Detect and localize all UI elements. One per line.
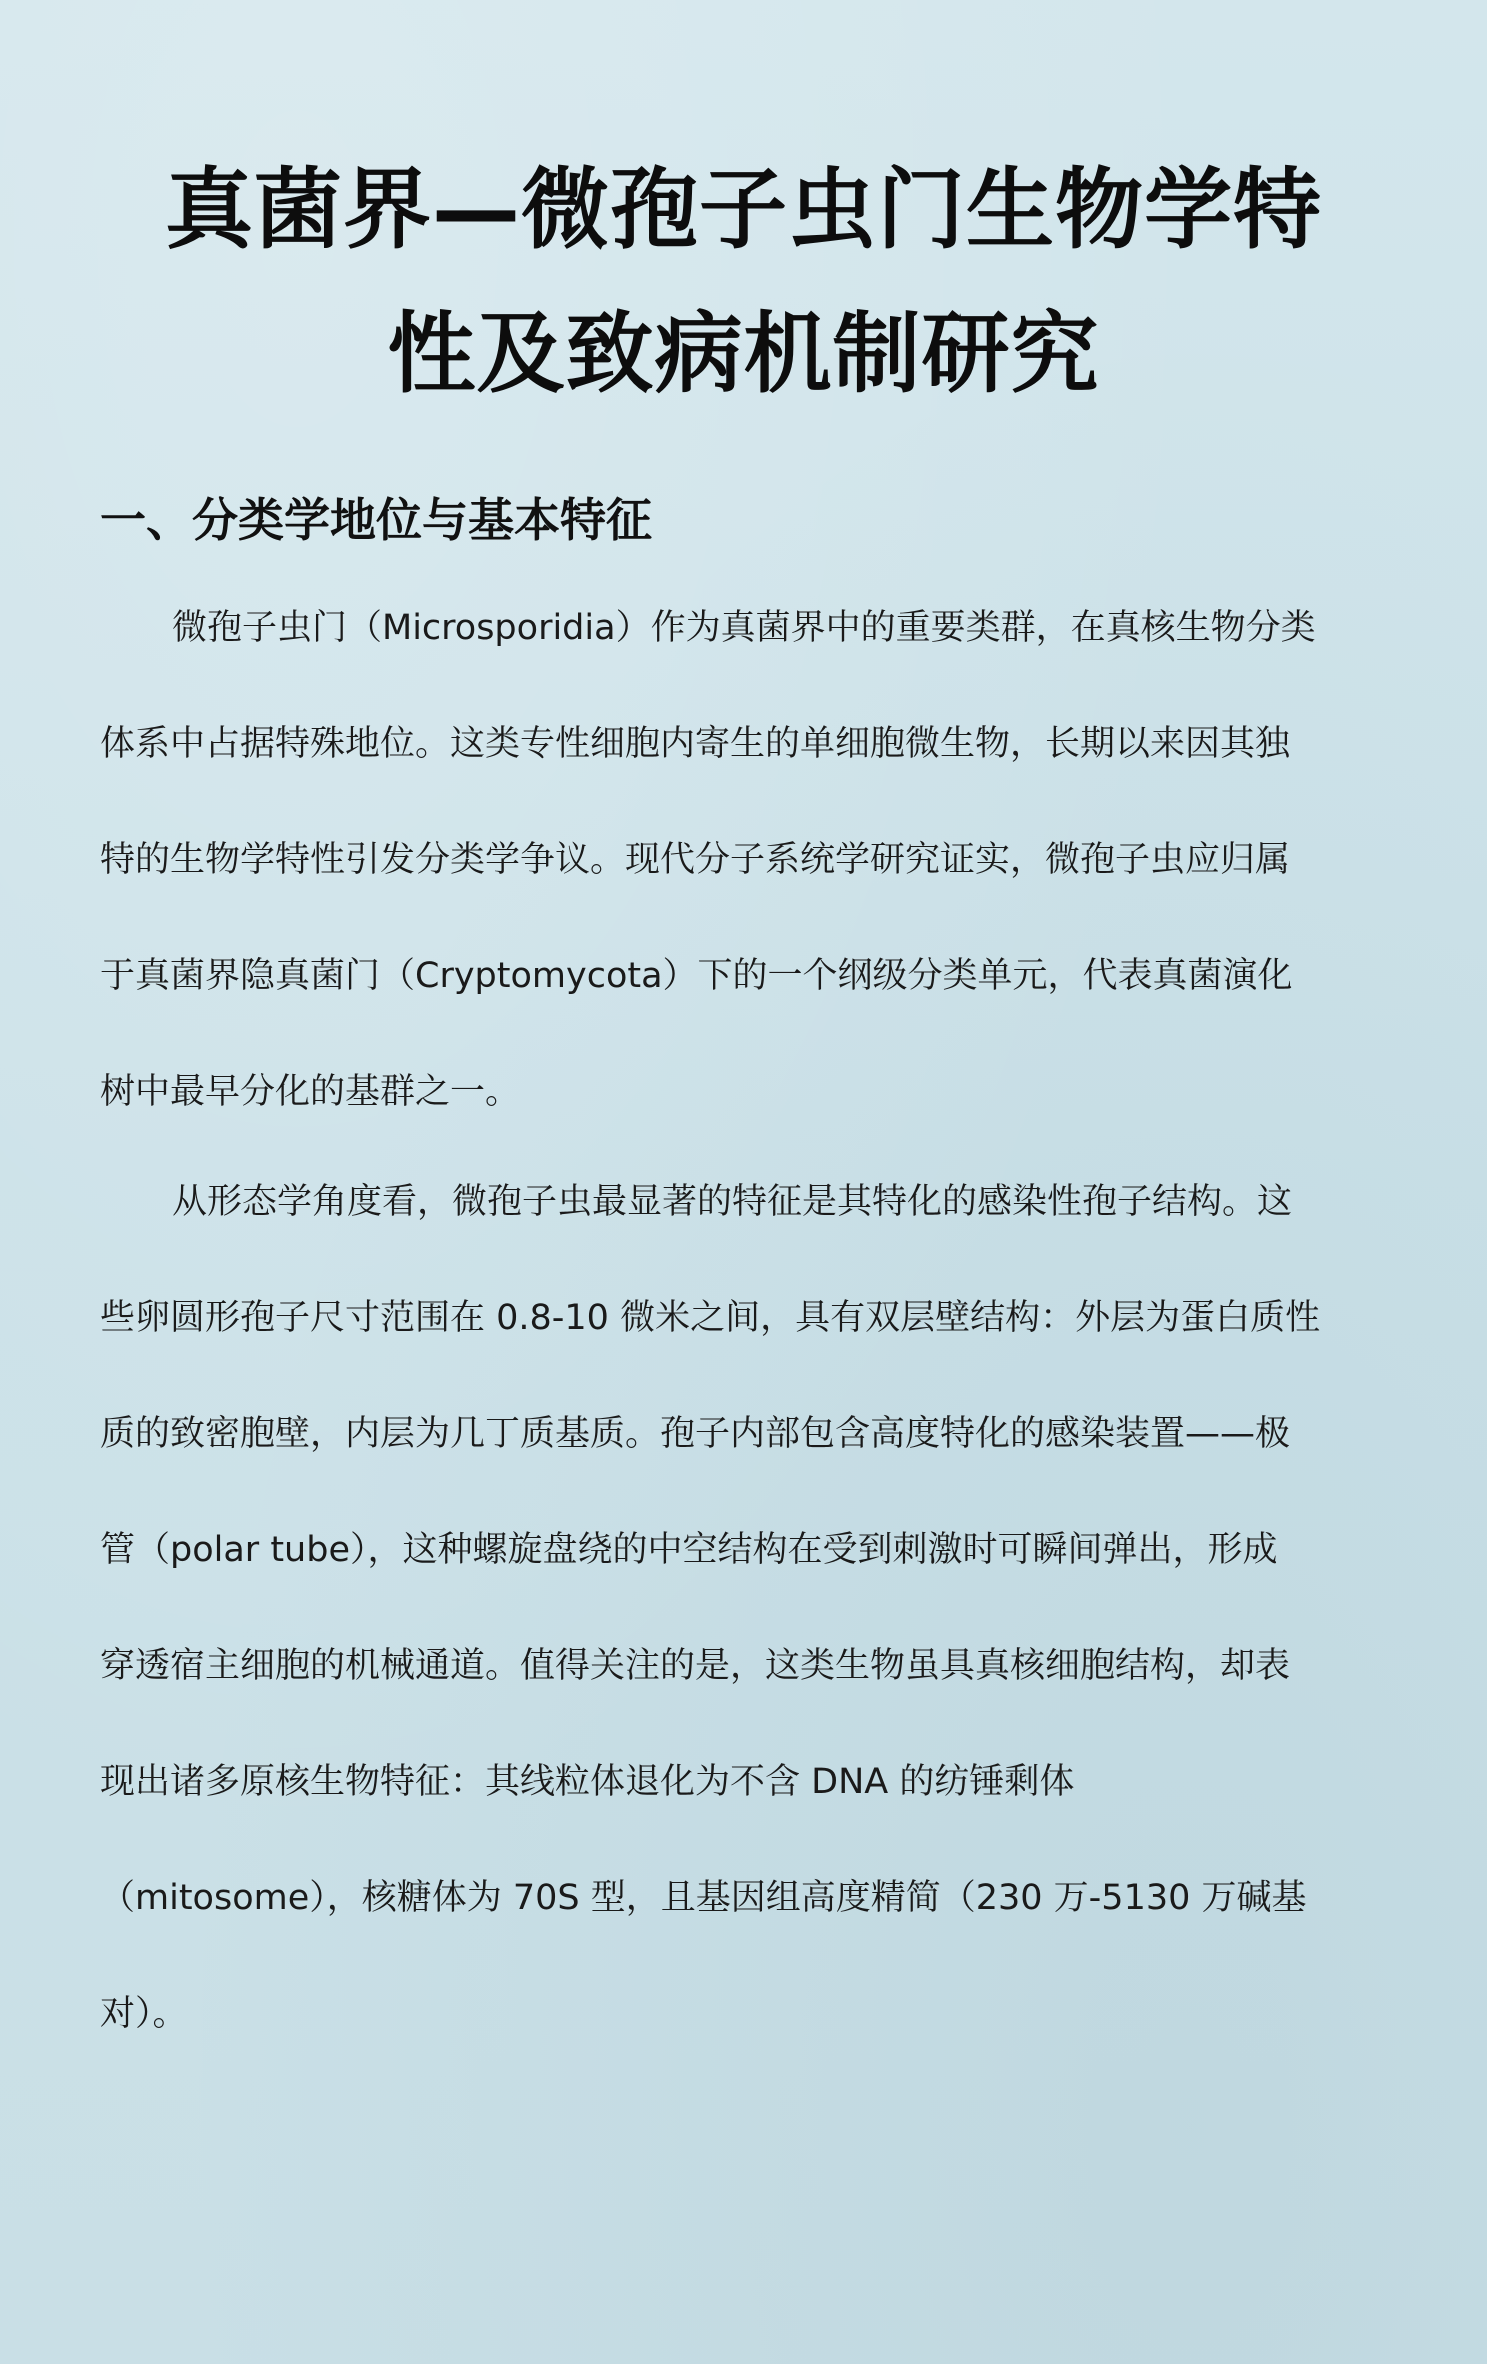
paragraph-line: 管（polar tube），这种螺旋盘绕的中空结构在受到刺激时可瞬间弹出，形成 (100, 1530, 1278, 1570)
paragraph-line: 体系中占据特殊地位。这类专性细胞内寄生的单细胞微生物，长期以来因其独 (100, 724, 1291, 764)
paragraph-line: 特的生物学特性引发分类学争议。现代分子系统学研究证实，微孢子虫应归属 (100, 840, 1291, 880)
paragraph-line: 于真菌界隐真菌门（Cryptomycota）下的一个纲级分类单元，代表真菌演化 (100, 956, 1293, 996)
paragraph-classification (100, 570, 1400, 1150)
section-heading: 一、分类学地位与基本特征 (100, 493, 652, 547)
paragraph-line: 从形态学角度看，微孢子虫最显著的特征是其特化的感染性孢子结构。这 (172, 1182, 1293, 1222)
title-line: 真菌界—微孢子虫门生物学特 (164, 158, 1322, 261)
paragraph-line: （mitosome），核糖体为 70S 型，且基因组高度精简（230 万-5130 万碱基 (100, 1878, 1307, 1918)
paragraph-line: 些卵圆形孢子尺寸范围在 0.8-10 微米之间，具有双层壁结构：外层为蛋白质性 (100, 1298, 1321, 1338)
paragraph-line: 微孢子虫门（Microsporidia）作为真菌界中的重要类群，在真核生物分类 (172, 608, 1316, 648)
paragraph-line: 穿透宿主细胞的机械通道。值得关注的是，这类生物虽具真核细胞结构，却表 (100, 1646, 1291, 1686)
paragraph-line: 现出诸多原核生物特征：其线粒体退化为不含 DNA 的纺锤剩体 (100, 1762, 1075, 1802)
paragraph-line: 质的致密胞壁，内层为几丁质基质。孢子内部包含高度特化的感染装置——极 (100, 1414, 1291, 1454)
document-title (80, 138, 1407, 426)
paragraph-morphology (100, 1144, 1400, 2072)
paragraph-line: 树中最早分化的基群之一。 (100, 1072, 521, 1112)
paragraph-line: 对）。 (100, 1994, 188, 2034)
title-line: 性及致病机制研究 (387, 302, 1100, 405)
